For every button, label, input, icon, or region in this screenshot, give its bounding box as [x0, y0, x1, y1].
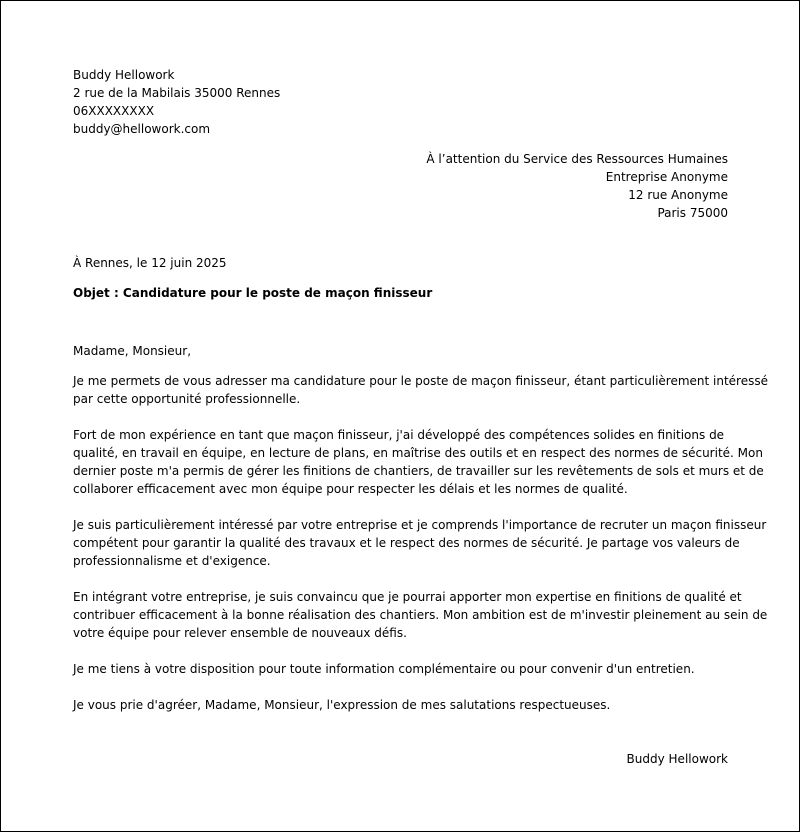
- paragraph-line: votre équipe pour relever ensemble de nouveaux défis.: [73, 626, 407, 640]
- paragraph-line: par cette opportunité professionnelle.: [73, 392, 301, 406]
- sender-address: 2 rue de la Mabilais 35000 Rennes: [73, 86, 281, 100]
- recipient-street: 12 rue Anonyme: [628, 188, 728, 202]
- paragraph-line: Je me tiens à votre disposition pour toute information complémentaire ou pour convenir d'un entretien.: [73, 662, 695, 676]
- recipient-attention: À l’attention du Service des Ressources Humaines: [426, 152, 728, 166]
- closing-paragraph: [73, 696, 729, 714]
- paragraph-line: professionnalisme et d'exigence.: [73, 554, 271, 568]
- signature: Buddy Hellowork: [626, 752, 728, 766]
- paragraph-line: Je suis particulièrement intéressé par votre entreprise et je comprends l'importance de recruter un maçon finisseur: [73, 518, 767, 532]
- sender-block: [73, 66, 473, 138]
- paragraph-line: qualité, en travail en équipe, en lecture de plans, en maîtrise des outils et en respect des normes de sécurité. Mon: [73, 446, 763, 460]
- paragraph-line: compétent pour garantir la qualité des travaux et le respect des normes de sécurité. Je partage vos valeurs de: [73, 536, 740, 550]
- paragraph-line: Fort de mon expérience en tant que maçon finisseur, j'ai développé des compétences solides en finitions de: [73, 428, 725, 442]
- paragraph: [73, 372, 768, 408]
- date-line: À Rennes, le 12 juin 2025: [73, 256, 227, 270]
- sender-email: buddy@hellowork.com: [73, 122, 211, 136]
- paragraph: [73, 426, 764, 498]
- paragraph: [73, 516, 767, 570]
- salutation: Madame, Monsieur,: [73, 344, 192, 358]
- recipient-company: Entreprise Anonyme: [605, 170, 728, 184]
- paragraph-line: Je me permets de vous adresser ma candidature pour le poste de maçon finisseur, étant particulièrement intéressé: [73, 374, 768, 388]
- recipient-block: [331, 150, 728, 222]
- recipient-city: Paris 75000: [657, 206, 728, 220]
- paragraph: [73, 588, 768, 642]
- paragraph: [73, 660, 729, 678]
- paragraph-line: collaborer efficacement avec mon équipe pour respecter les délais et les normes de qualité.: [73, 482, 628, 496]
- sender-phone: 06XXXXXXXX: [73, 104, 155, 118]
- paragraph-line: Je vous prie d'agréer, Madame, Monsieur, l'expression de mes salutations respectueuses.: [73, 698, 611, 712]
- paragraph-line: contribuer efficacement à la bonne réalisation des chantiers. Mon ambition est de m'investir pleinement au sein de: [73, 608, 768, 622]
- paragraph-line: dernier poste m'a permis de gérer les finitions de chantiers, de travailler sur les revêtements de sols et murs et de: [73, 464, 764, 478]
- paragraph-line: En intégrant votre entreprise, je suis convaincu que je pourrai apporter mon expertise en finitions de qualité et: [73, 590, 742, 604]
- subject-line: Objet : Candidature pour le poste de maçon finisseur: [73, 286, 433, 300]
- sender-name: Buddy Hellowork: [73, 68, 175, 82]
